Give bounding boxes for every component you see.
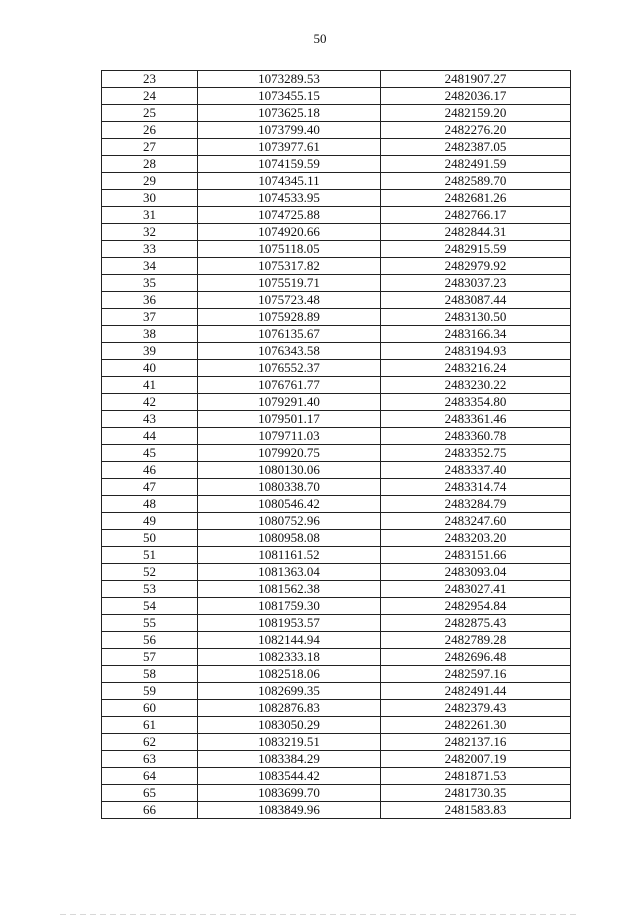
coordinates-table <box>101 70 571 819</box>
coordinates-table-body <box>102 71 571 819</box>
point-number-cell: 31 <box>102 207 198 224</box>
point-number-cell: 42 <box>102 394 198 411</box>
x-coordinate-cell: 1080958.08 <box>198 530 381 547</box>
point-number-cell: 33 <box>102 241 198 258</box>
y-coordinate-cell: 2483352.75 <box>381 445 571 462</box>
table-row <box>102 700 571 717</box>
x-coordinate-cell: 1073799.40 <box>198 122 381 139</box>
x-coordinate-cell: 1076343.58 <box>198 343 381 360</box>
x-coordinate-cell: 1079291.40 <box>198 394 381 411</box>
x-coordinate-cell: 1075118.05 <box>198 241 381 258</box>
x-coordinate-cell: 1083699.70 <box>198 785 381 802</box>
table-row <box>102 734 571 751</box>
x-coordinate-cell: 1076552.37 <box>198 360 381 377</box>
y-coordinate-cell: 2482766.17 <box>381 207 571 224</box>
point-number-cell: 23 <box>102 71 198 88</box>
table-row <box>102 88 571 105</box>
table-row <box>102 343 571 360</box>
y-coordinate-cell: 2483037.23 <box>381 275 571 292</box>
table-row <box>102 530 571 547</box>
y-coordinate-cell: 2481871.53 <box>381 768 571 785</box>
y-coordinate-cell: 2483354.80 <box>381 394 571 411</box>
table-row <box>102 768 571 785</box>
table-row <box>102 683 571 700</box>
point-number-cell: 50 <box>102 530 198 547</box>
y-coordinate-cell: 2483027.41 <box>381 581 571 598</box>
x-coordinate-cell: 1080546.42 <box>198 496 381 513</box>
table-row <box>102 411 571 428</box>
x-coordinate-cell: 1074533.95 <box>198 190 381 207</box>
x-coordinate-cell: 1082333.18 <box>198 649 381 666</box>
y-coordinate-cell: 2483337.40 <box>381 462 571 479</box>
table-row <box>102 105 571 122</box>
y-coordinate-cell: 2482979.92 <box>381 258 571 275</box>
table-row <box>102 394 571 411</box>
x-coordinate-cell: 1081363.04 <box>198 564 381 581</box>
y-coordinate-cell: 2482875.43 <box>381 615 571 632</box>
y-coordinate-cell: 2483130.50 <box>381 309 571 326</box>
x-coordinate-cell: 1081953.57 <box>198 615 381 632</box>
table-row <box>102 156 571 173</box>
x-coordinate-cell: 1081161.52 <box>198 547 381 564</box>
table-row <box>102 377 571 394</box>
table-row <box>102 717 571 734</box>
y-coordinate-cell: 2483093.04 <box>381 564 571 581</box>
x-coordinate-cell: 1079711.03 <box>198 428 381 445</box>
table-row <box>102 139 571 156</box>
x-coordinate-cell: 1079920.75 <box>198 445 381 462</box>
point-number-cell: 66 <box>102 802 198 819</box>
y-coordinate-cell: 2483194.93 <box>381 343 571 360</box>
y-coordinate-cell: 2483216.24 <box>381 360 571 377</box>
table-row <box>102 751 571 768</box>
y-coordinate-cell: 2483087.44 <box>381 292 571 309</box>
point-number-cell: 65 <box>102 785 198 802</box>
x-coordinate-cell: 1075519.71 <box>198 275 381 292</box>
point-number-cell: 49 <box>102 513 198 530</box>
y-coordinate-cell: 2482696.48 <box>381 649 571 666</box>
point-number-cell: 52 <box>102 564 198 581</box>
x-coordinate-cell: 1073455.15 <box>198 88 381 105</box>
point-number-cell: 35 <box>102 275 198 292</box>
x-coordinate-cell: 1083050.29 <box>198 717 381 734</box>
point-number-cell: 29 <box>102 173 198 190</box>
x-coordinate-cell: 1083544.42 <box>198 768 381 785</box>
point-number-cell: 47 <box>102 479 198 496</box>
table-row <box>102 224 571 241</box>
table-row <box>102 785 571 802</box>
y-coordinate-cell: 2483203.20 <box>381 530 571 547</box>
y-coordinate-cell: 2482379.43 <box>381 700 571 717</box>
y-coordinate-cell: 2483230.22 <box>381 377 571 394</box>
y-coordinate-cell: 2482137.16 <box>381 734 571 751</box>
x-coordinate-cell: 1082699.35 <box>198 683 381 700</box>
x-coordinate-cell: 1073625.18 <box>198 105 381 122</box>
y-coordinate-cell: 2482491.59 <box>381 156 571 173</box>
y-coordinate-cell: 2483361.46 <box>381 411 571 428</box>
y-coordinate-cell: 2483151.66 <box>381 547 571 564</box>
table-row <box>102 360 571 377</box>
y-coordinate-cell: 2482036.17 <box>381 88 571 105</box>
x-coordinate-cell: 1080130.06 <box>198 462 381 479</box>
y-coordinate-cell: 2482789.28 <box>381 632 571 649</box>
table-row <box>102 513 571 530</box>
point-number-cell: 32 <box>102 224 198 241</box>
table-row <box>102 802 571 819</box>
point-number-cell: 54 <box>102 598 198 615</box>
point-number-cell: 39 <box>102 343 198 360</box>
point-number-cell: 37 <box>102 309 198 326</box>
y-coordinate-cell: 2481583.83 <box>381 802 571 819</box>
point-number-cell: 38 <box>102 326 198 343</box>
point-number-cell: 46 <box>102 462 198 479</box>
scan-artifact-line <box>60 914 580 915</box>
x-coordinate-cell: 1081562.38 <box>198 581 381 598</box>
point-number-cell: 40 <box>102 360 198 377</box>
point-number-cell: 64 <box>102 768 198 785</box>
x-coordinate-cell: 1083384.29 <box>198 751 381 768</box>
x-coordinate-cell: 1083849.96 <box>198 802 381 819</box>
y-coordinate-cell: 2482261.30 <box>381 717 571 734</box>
y-coordinate-cell: 2482954.84 <box>381 598 571 615</box>
point-number-cell: 58 <box>102 666 198 683</box>
table-row <box>102 564 571 581</box>
point-number-cell: 43 <box>102 411 198 428</box>
point-number-cell: 60 <box>102 700 198 717</box>
table-row <box>102 258 571 275</box>
x-coordinate-cell: 1076135.67 <box>198 326 381 343</box>
x-coordinate-cell: 1080338.70 <box>198 479 381 496</box>
table-row <box>102 122 571 139</box>
x-coordinate-cell: 1079501.17 <box>198 411 381 428</box>
y-coordinate-cell: 2482007.19 <box>381 751 571 768</box>
y-coordinate-cell: 2481907.27 <box>381 71 571 88</box>
point-number-cell: 45 <box>102 445 198 462</box>
y-coordinate-cell: 2482915.59 <box>381 241 571 258</box>
x-coordinate-cell: 1074345.11 <box>198 173 381 190</box>
y-coordinate-cell: 2482589.70 <box>381 173 571 190</box>
table-row <box>102 445 571 462</box>
table-row <box>102 598 571 615</box>
table-row <box>102 496 571 513</box>
x-coordinate-cell: 1074725.88 <box>198 207 381 224</box>
point-number-cell: 63 <box>102 751 198 768</box>
x-coordinate-cell: 1082518.06 <box>198 666 381 683</box>
table-row <box>102 649 571 666</box>
x-coordinate-cell: 1082144.94 <box>198 632 381 649</box>
x-coordinate-cell: 1076761.77 <box>198 377 381 394</box>
table-row <box>102 666 571 683</box>
point-number-cell: 48 <box>102 496 198 513</box>
table-row <box>102 632 571 649</box>
point-number-cell: 59 <box>102 683 198 700</box>
y-coordinate-cell: 2483284.79 <box>381 496 571 513</box>
table-row <box>102 309 571 326</box>
y-coordinate-cell: 2482276.20 <box>381 122 571 139</box>
point-number-cell: 25 <box>102 105 198 122</box>
point-number-cell: 44 <box>102 428 198 445</box>
y-coordinate-cell: 2482159.20 <box>381 105 571 122</box>
point-number-cell: 56 <box>102 632 198 649</box>
point-number-cell: 55 <box>102 615 198 632</box>
table-row <box>102 241 571 258</box>
x-coordinate-cell: 1075317.82 <box>198 258 381 275</box>
x-coordinate-cell: 1073977.61 <box>198 139 381 156</box>
y-coordinate-cell: 2483166.34 <box>381 326 571 343</box>
point-number-cell: 51 <box>102 547 198 564</box>
point-number-cell: 34 <box>102 258 198 275</box>
point-number-cell: 27 <box>102 139 198 156</box>
point-number-cell: 41 <box>102 377 198 394</box>
y-coordinate-cell: 2482681.26 <box>381 190 571 207</box>
x-coordinate-cell: 1073289.53 <box>198 71 381 88</box>
table-row <box>102 292 571 309</box>
y-coordinate-cell: 2482597.16 <box>381 666 571 683</box>
table-row <box>102 71 571 88</box>
x-coordinate-cell: 1081759.30 <box>198 598 381 615</box>
table-row <box>102 428 571 445</box>
table-row <box>102 190 571 207</box>
point-number-cell: 36 <box>102 292 198 309</box>
table-row <box>102 547 571 564</box>
x-coordinate-cell: 1075723.48 <box>198 292 381 309</box>
y-coordinate-cell: 2483247.60 <box>381 513 571 530</box>
point-number-cell: 57 <box>102 649 198 666</box>
table-row <box>102 479 571 496</box>
y-coordinate-cell: 2482844.31 <box>381 224 571 241</box>
table-row <box>102 173 571 190</box>
point-number-cell: 28 <box>102 156 198 173</box>
table-row <box>102 326 571 343</box>
point-number-cell: 24 <box>102 88 198 105</box>
x-coordinate-cell: 1080752.96 <box>198 513 381 530</box>
x-coordinate-cell: 1075928.89 <box>198 309 381 326</box>
y-coordinate-cell: 2482491.44 <box>381 683 571 700</box>
point-number-cell: 26 <box>102 122 198 139</box>
table-row <box>102 462 571 479</box>
point-number-cell: 62 <box>102 734 198 751</box>
page-number: 50 <box>313 31 327 46</box>
y-coordinate-cell: 2483314.74 <box>381 479 571 496</box>
x-coordinate-cell: 1074920.66 <box>198 224 381 241</box>
point-number-cell: 61 <box>102 717 198 734</box>
point-number-cell: 53 <box>102 581 198 598</box>
x-coordinate-cell: 1083219.51 <box>198 734 381 751</box>
table-row <box>102 275 571 292</box>
table-row <box>102 615 571 632</box>
y-coordinate-cell: 2482387.05 <box>381 139 571 156</box>
table-row <box>102 207 571 224</box>
x-coordinate-cell: 1082876.83 <box>198 700 381 717</box>
y-coordinate-cell: 2483360.78 <box>381 428 571 445</box>
x-coordinate-cell: 1074159.59 <box>198 156 381 173</box>
point-number-cell: 30 <box>102 190 198 207</box>
table-row <box>102 581 571 598</box>
y-coordinate-cell: 2481730.35 <box>381 785 571 802</box>
